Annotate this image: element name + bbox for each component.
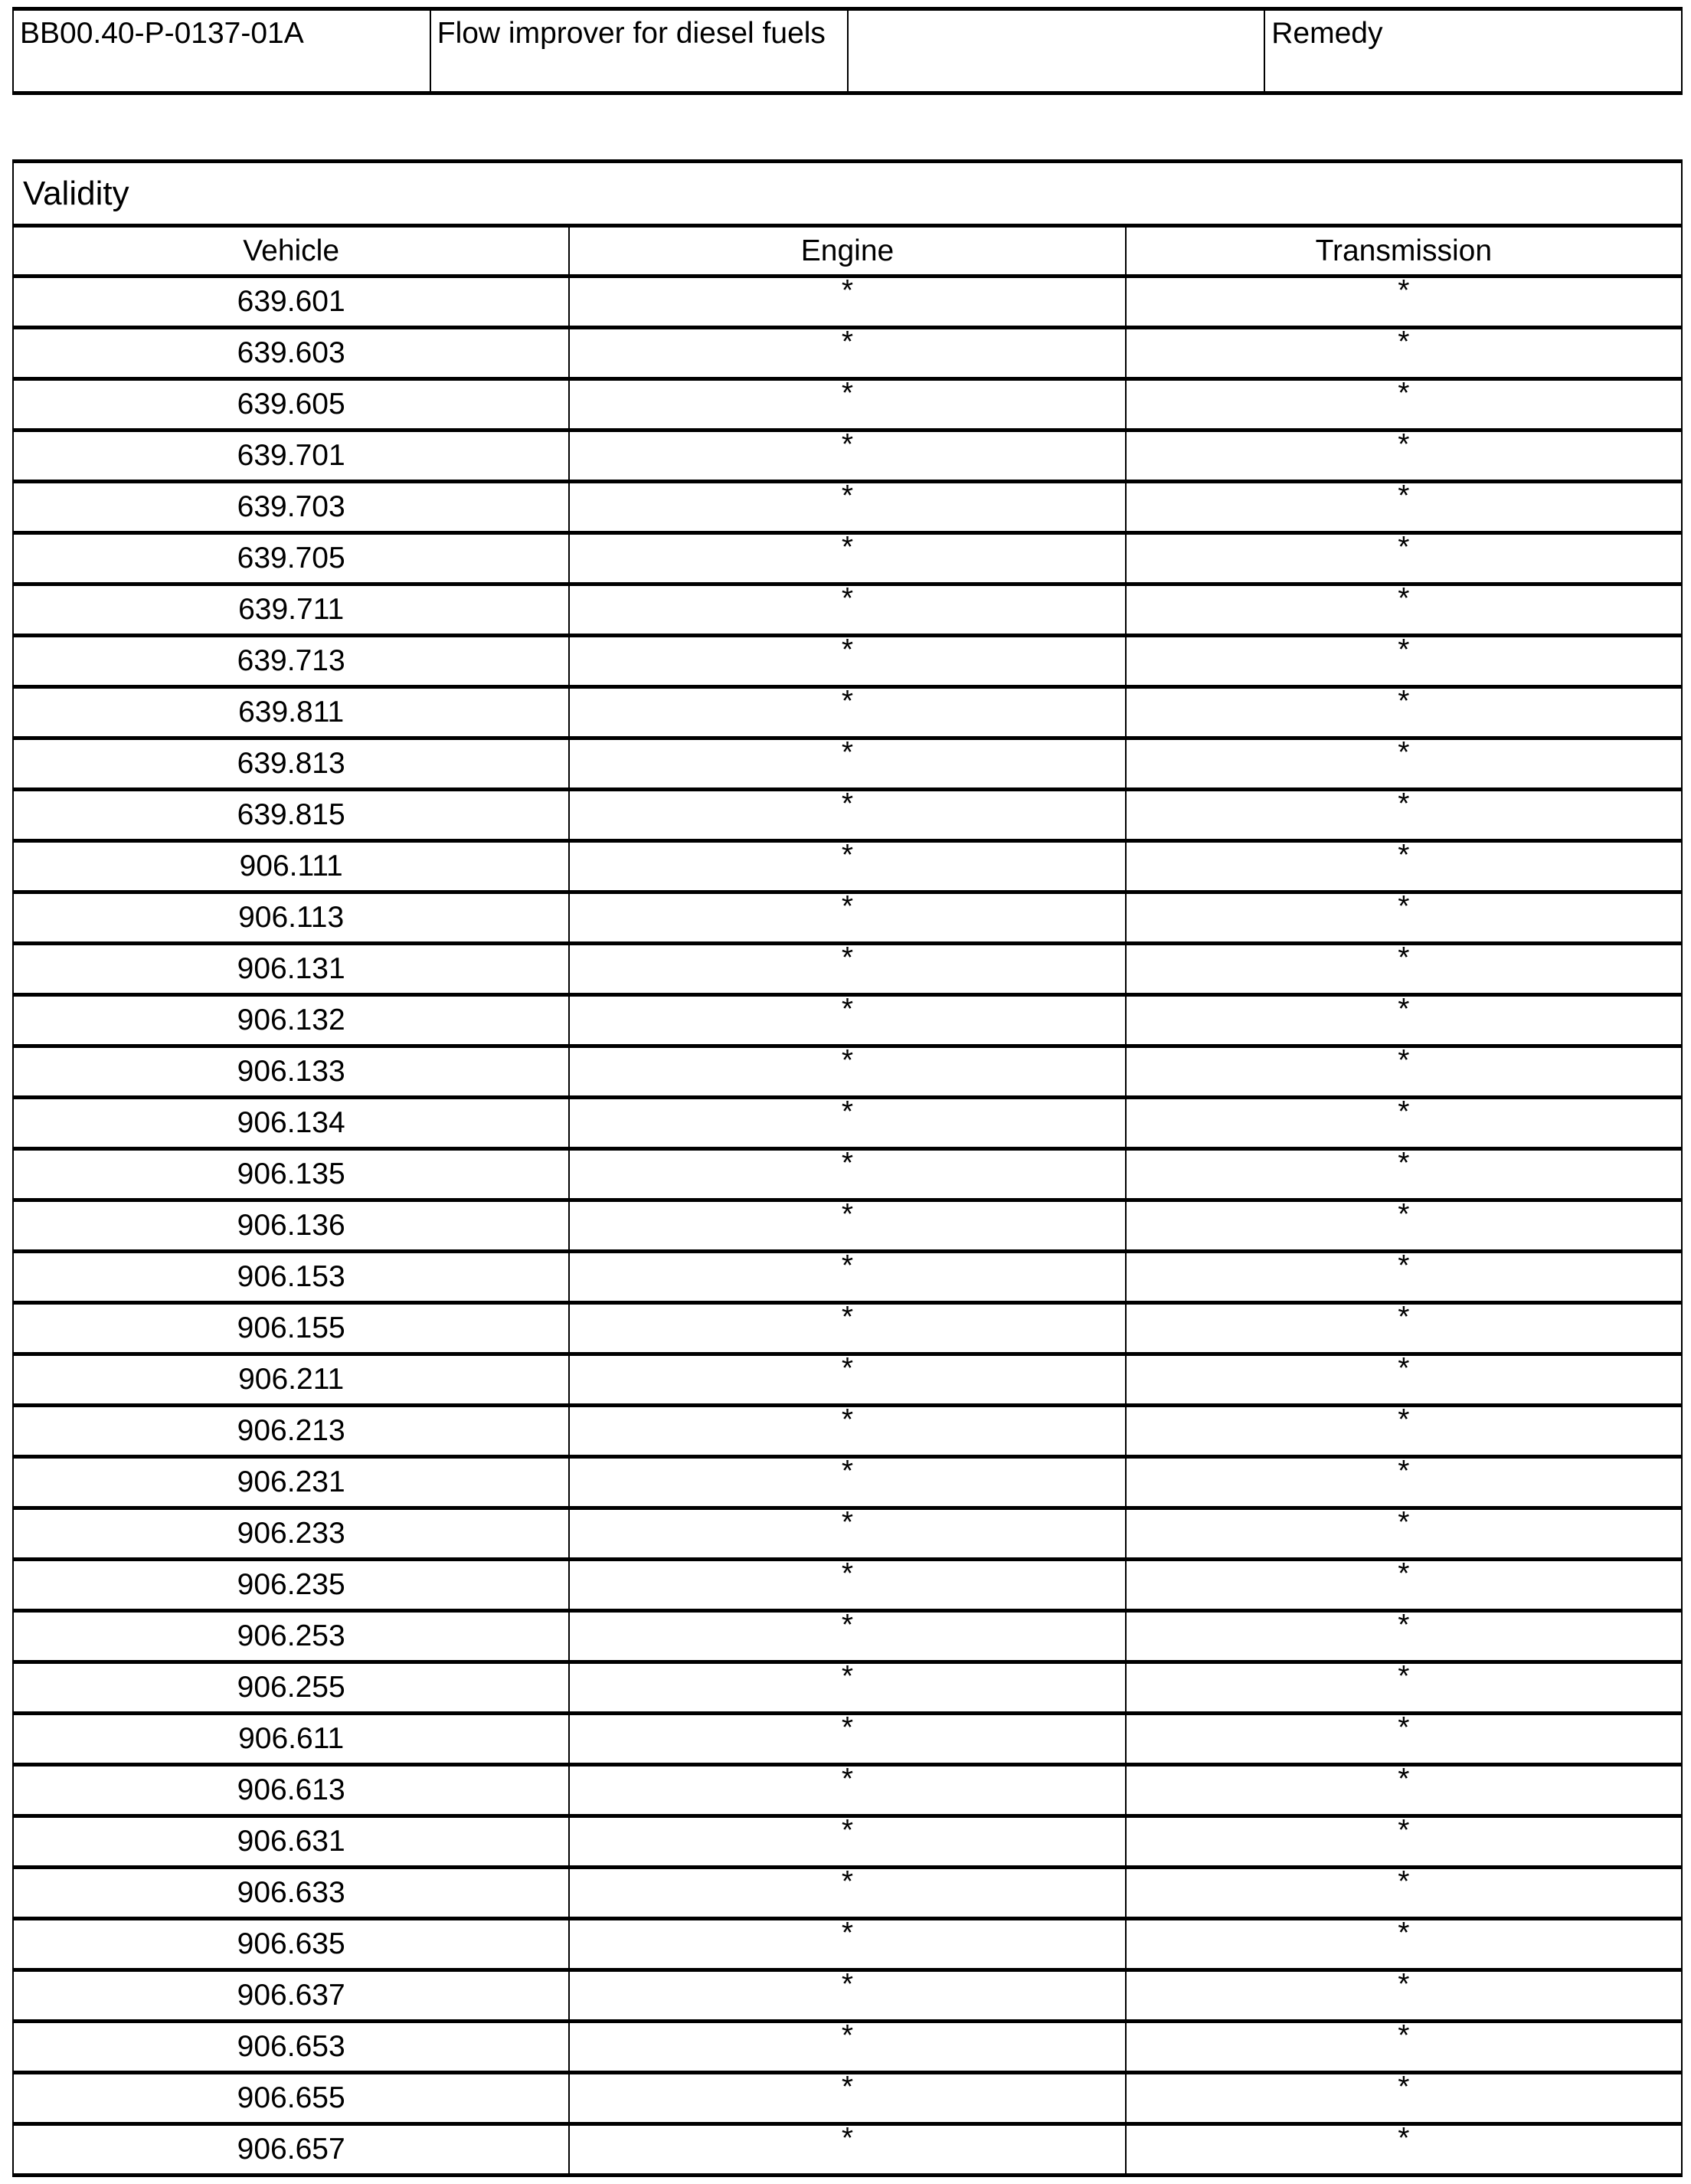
table-row [13,277,1682,328]
document-header-table [12,7,1683,95]
transmission-cell: * [1126,1252,1682,1303]
validity-title: Validity [13,162,1682,226]
column-header-engine: Engine [569,226,1125,277]
table-row [13,584,1682,636]
transmission-cell: * [1126,1098,1682,1149]
transmission-cell: * [1126,1508,1682,1560]
transmission-cell: * [1126,892,1682,944]
table-row [13,1970,1682,2022]
document-id: BB00.40-P-0137-01A [14,11,431,91]
engine-cell: * [569,1508,1125,1560]
vehicle-cell: 906.111 [13,841,569,892]
engine-cell: * [569,1816,1125,1868]
transmission-cell: * [1126,1354,1682,1406]
table-row [13,1098,1682,1149]
table-row [13,995,1682,1046]
vehicle-cell: 906.213 [13,1406,569,1457]
vehicle-cell: 906.134 [13,1098,569,1149]
transmission-cell: * [1126,1919,1682,1970]
table-row [13,1406,1682,1457]
vehicle-cell: 906.153 [13,1252,569,1303]
engine-cell: * [569,1406,1125,1457]
engine-cell: * [569,687,1125,738]
table-row [13,1560,1682,1611]
engine-cell: * [569,995,1125,1046]
transmission-cell: * [1126,533,1682,584]
vehicle-cell: 906.613 [13,1765,569,1816]
vehicle-cell: 906.631 [13,1816,569,1868]
table-row [13,1200,1682,1252]
transmission-cell: * [1126,1457,1682,1508]
vehicle-cell: 639.601 [13,277,569,328]
transmission-cell: * [1126,1816,1682,1868]
transmission-cell: * [1126,636,1682,687]
table-row [13,1714,1682,1765]
engine-cell: * [569,431,1125,482]
vehicle-cell: 639.703 [13,482,569,533]
table-row [13,1816,1682,1868]
vehicle-cell: 639.705 [13,533,569,584]
vehicle-cell: 906.231 [13,1457,569,1508]
engine-cell: * [569,1354,1125,1406]
engine-cell: * [569,2124,1125,2176]
table-row [13,1868,1682,1919]
vehicle-cell: 639.811 [13,687,569,738]
transmission-cell: * [1126,1765,1682,1816]
transmission-cell: * [1126,2022,1682,2073]
transmission-cell: * [1126,1406,1682,1457]
table-row [13,636,1682,687]
table-row [13,687,1682,738]
transmission-cell: * [1126,1149,1682,1200]
transmission-cell: * [1126,1560,1682,1611]
transmission-cell: * [1126,1046,1682,1098]
vehicle-cell: 906.637 [13,1970,569,2022]
engine-cell: * [569,2022,1125,2073]
transmission-cell: * [1126,1714,1682,1765]
engine-cell: * [569,636,1125,687]
document-type: Remedy [1271,17,1383,50]
vehicle-cell: 906.611 [13,1714,569,1765]
validity-rows [13,274,1682,2176]
empty-cell [849,11,1266,91]
vehicle-cell: 906.113 [13,892,569,944]
engine-cell: * [569,533,1125,584]
vehicle-cell: 906.655 [13,2073,569,2124]
table-row [13,1252,1682,1303]
vehicle-cell: 906.235 [13,1560,569,1611]
vehicle-cell: 639.713 [13,636,569,687]
table-row [13,379,1682,431]
engine-cell: * [569,1765,1125,1816]
vehicle-cell: 906.155 [13,1303,569,1354]
vehicle-cell: 906.131 [13,944,569,995]
engine-cell: * [569,1714,1125,1765]
engine-cell: * [569,277,1125,328]
column-header-transmission: Transmission [1126,226,1682,277]
vehicle-cell: 906.635 [13,1919,569,1970]
table-row [13,1765,1682,1816]
table-row [13,892,1682,944]
table-row [13,944,1682,995]
table-row [13,2124,1682,2176]
vehicle-cell: 906.136 [13,1200,569,1252]
table-row [13,841,1682,892]
engine-cell: * [569,1970,1125,2022]
transmission-cell: * [1126,1662,1682,1714]
column-header-vehicle: Vehicle [13,226,569,277]
vehicle-cell: 906.211 [13,1354,569,1406]
engine-cell: * [569,944,1125,995]
engine-cell: * [569,1919,1125,1970]
engine-cell: * [569,1662,1125,1714]
table-row [13,790,1682,841]
table-row [13,2022,1682,2073]
engine-cell: * [569,1149,1125,1200]
transmission-cell: * [1126,2124,1682,2176]
engine-cell: * [569,1611,1125,1662]
engine-cell: * [569,1200,1125,1252]
vehicle-cell: 639.711 [13,584,569,636]
engine-cell: * [569,328,1125,379]
table-row [13,1046,1682,1098]
vehicle-cell: 906.253 [13,1611,569,1662]
vehicle-cell: 639.815 [13,790,569,841]
transmission-cell: * [1126,379,1682,431]
transmission-cell: * [1126,584,1682,636]
table-row [13,482,1682,533]
engine-cell: * [569,2073,1125,2124]
transmission-cell: * [1126,431,1682,482]
vehicle-cell: 906.135 [13,1149,569,1200]
engine-cell: * [569,738,1125,790]
engine-cell: * [569,790,1125,841]
vehicle-cell: 639.605 [13,379,569,431]
transmission-cell: * [1126,1611,1682,1662]
engine-cell: * [569,841,1125,892]
vehicle-cell: 906.657 [13,2124,569,2176]
engine-cell: * [569,1098,1125,1149]
transmission-cell: * [1126,687,1682,738]
vehicle-cell: 906.255 [13,1662,569,1714]
table-row [13,1662,1682,1714]
engine-cell: * [569,1303,1125,1354]
engine-cell: * [569,1252,1125,1303]
transmission-cell: * [1126,328,1682,379]
engine-cell: * [569,1457,1125,1508]
vehicle-cell: 906.233 [13,1508,569,1560]
vehicle-cell: 639.603 [13,328,569,379]
table-row [13,738,1682,790]
table-row [13,1508,1682,1560]
transmission-cell: * [1126,1868,1682,1919]
engine-cell: * [569,482,1125,533]
transmission-cell: * [1126,841,1682,892]
engine-cell: * [569,1560,1125,1611]
transmission-cell: * [1126,1303,1682,1354]
table-row [13,1919,1682,1970]
table-row [13,533,1682,584]
table-row [13,328,1682,379]
table-row [13,1457,1682,1508]
transmission-cell: * [1126,2073,1682,2124]
vehicle-cell: 906.132 [13,995,569,1046]
table-row [13,2073,1682,2124]
vehicle-cell: 906.653 [13,2022,569,2073]
table-row [13,431,1682,482]
transmission-cell: * [1126,738,1682,790]
transmission-cell: * [1126,995,1682,1046]
engine-cell: * [569,584,1125,636]
document-title: Flow improver for diesel fuels [431,11,849,91]
transmission-cell: * [1126,482,1682,533]
transmission-cell: * [1126,944,1682,995]
table-row [13,1354,1682,1406]
validity-table [12,159,1683,2177]
table-row [13,1303,1682,1354]
transmission-cell: * [1126,277,1682,328]
vehicle-cell: 639.813 [13,738,569,790]
transmission-cell: * [1126,1200,1682,1252]
vehicle-cell: 639.701 [13,431,569,482]
vehicle-cell: 906.633 [13,1868,569,1919]
engine-cell: * [569,1046,1125,1098]
transmission-cell: * [1126,790,1682,841]
engine-cell: * [569,1868,1125,1919]
table-row [13,1611,1682,1662]
transmission-cell: * [1126,1970,1682,2022]
vehicle-cell: 906.133 [13,1046,569,1098]
table-row [13,1149,1682,1200]
engine-cell: * [569,892,1125,944]
engine-cell: * [569,379,1125,431]
